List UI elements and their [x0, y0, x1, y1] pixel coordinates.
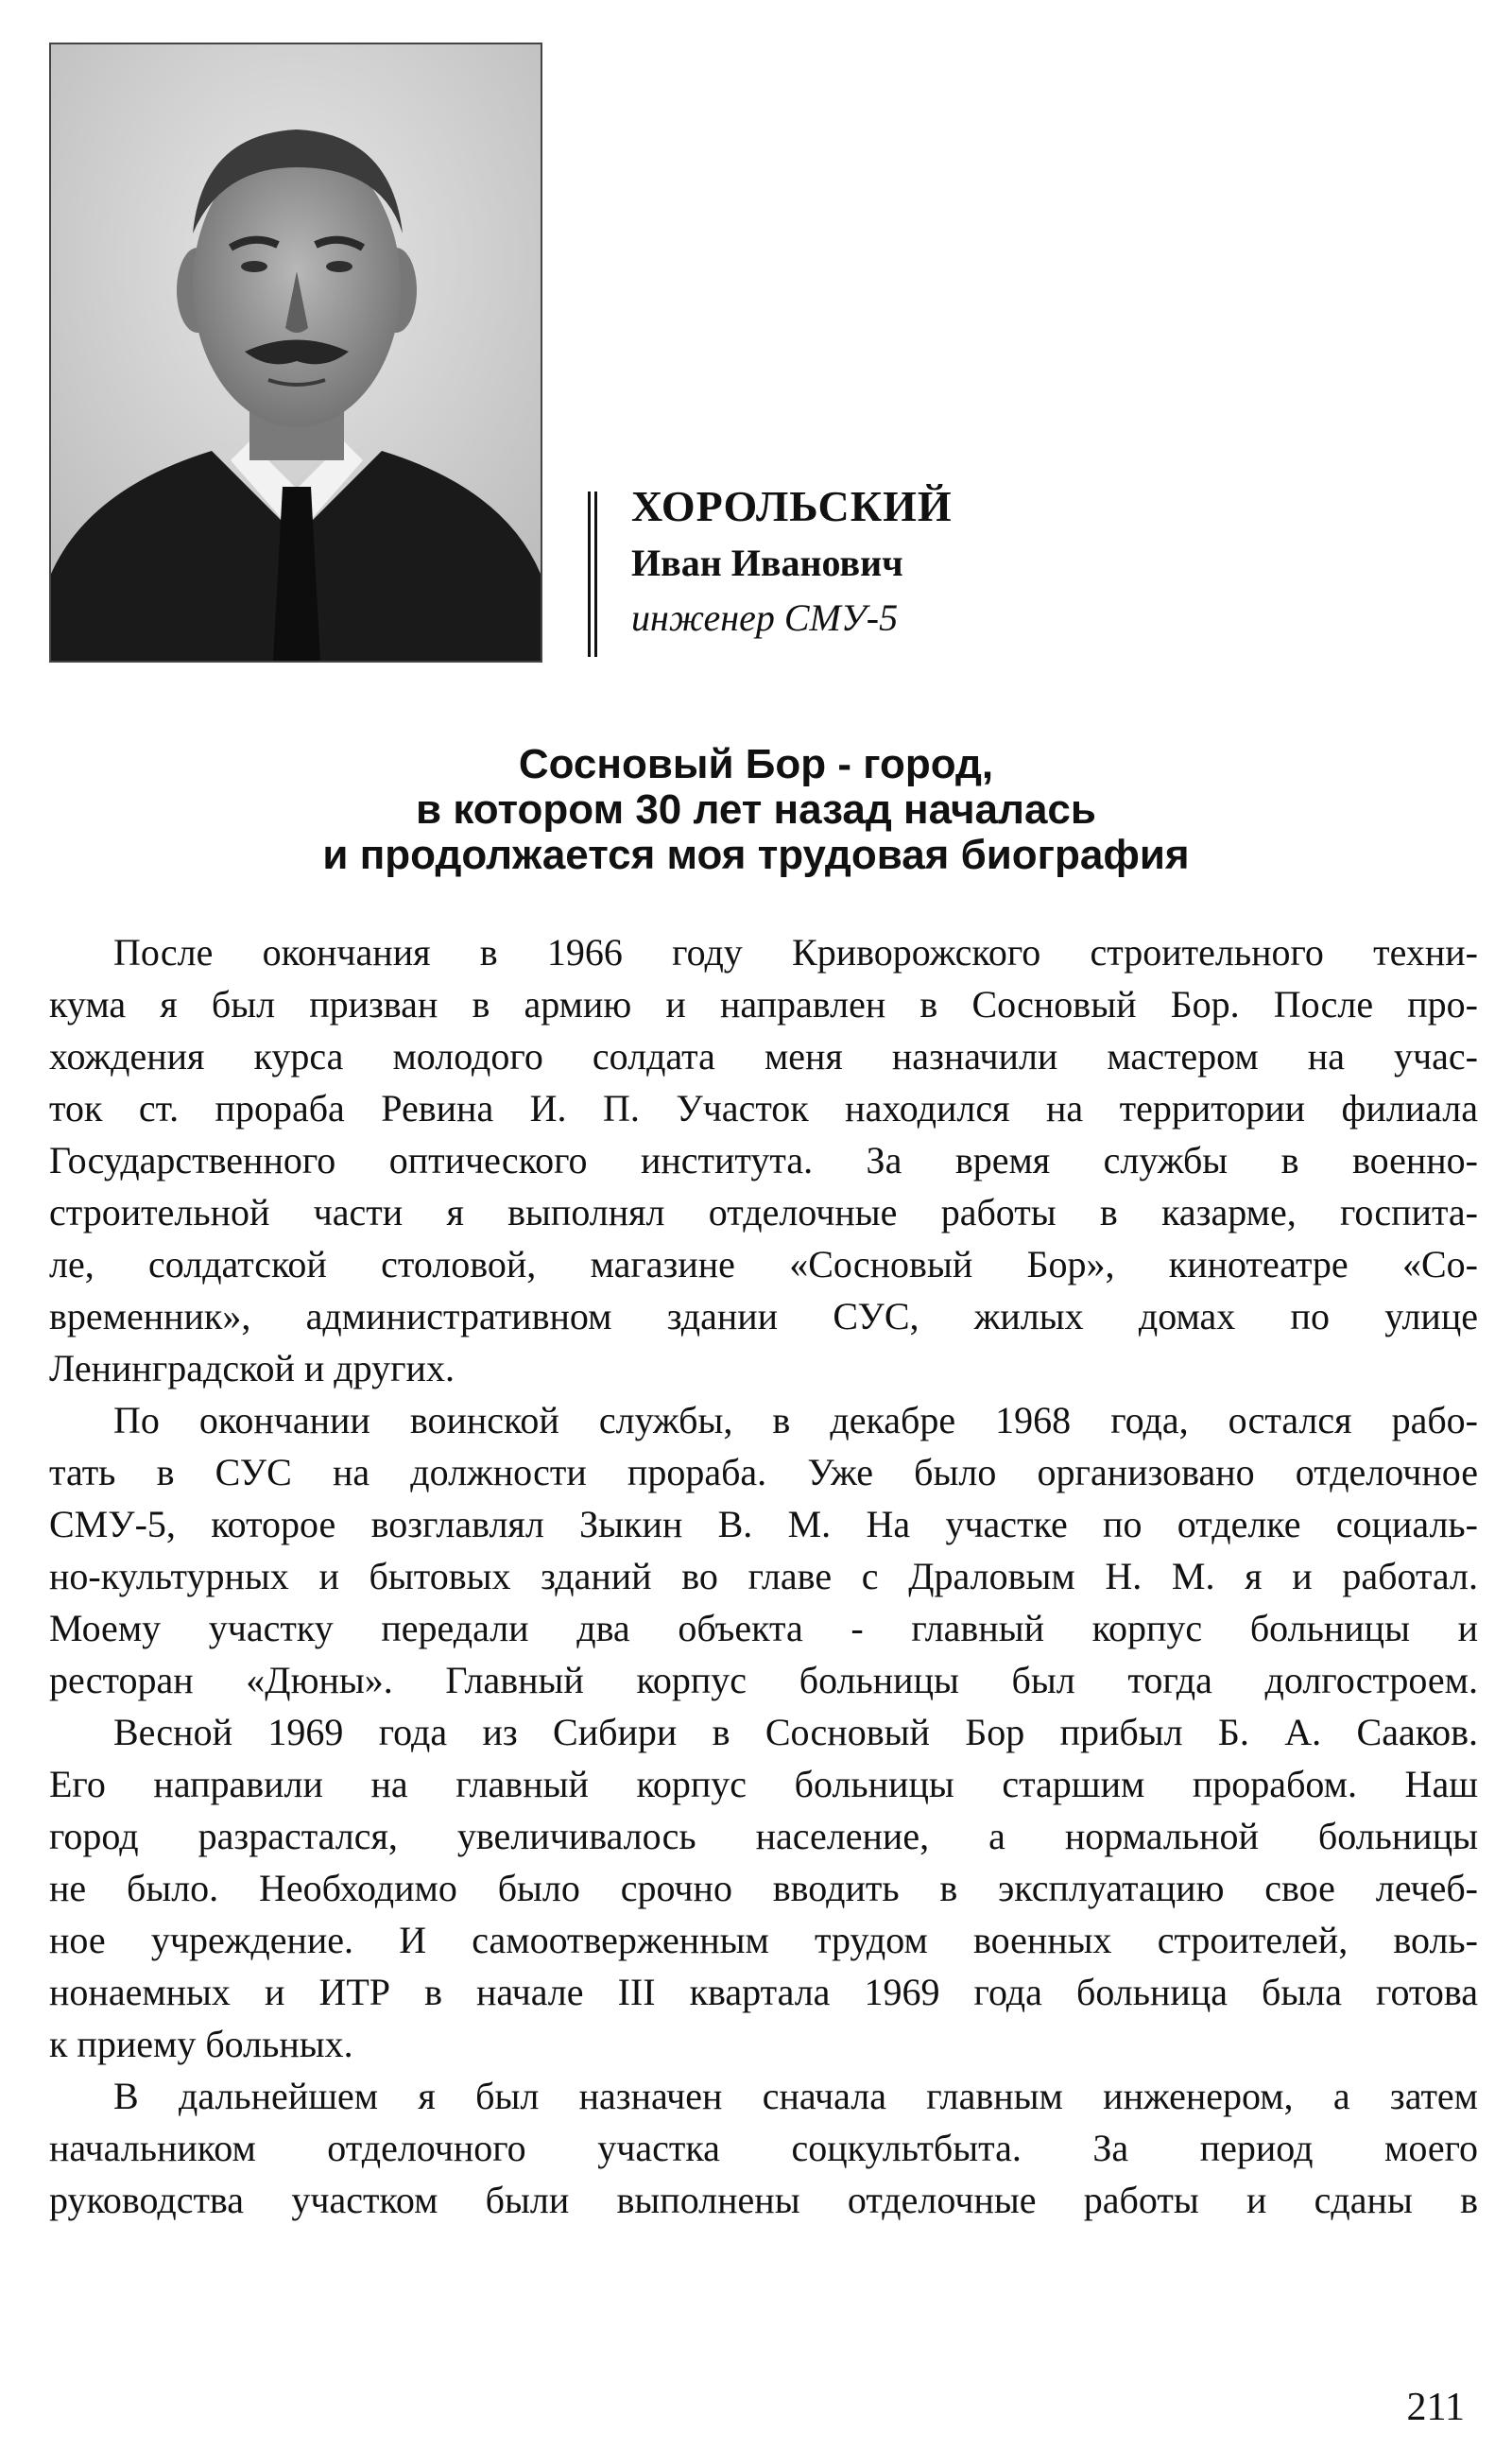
body-line: хождения курса молодого солдата меня назначили мастером на учас- [49, 1035, 1478, 1078]
body-line: В дальнейшем я был назначен сначала главным инженером, а затем [113, 2075, 1478, 2117]
article-title-line: в котором 30 лет назад началась [416, 786, 1096, 833]
portrait-photo-image [51, 44, 541, 661]
author-position: инженер СМУ-5 [631, 596, 899, 639]
body-line: ток ст. прораба Ревина И. П. Участок находился на территории филиала [49, 1087, 1478, 1130]
body-line: Ленинградской и других. [49, 1347, 455, 1389]
body-line: ресторан «Дюны». Главный корпус больницы был тогда долгостроем. [49, 1659, 1478, 1701]
body-line: ле, солдатской столовой, магазине «Сосновый Бор», кинотеатре «Со- [49, 1243, 1478, 1285]
body-line: руководства участком были выполнены отделочные работы и сданы в [49, 2179, 1478, 2221]
page-number: 211 [1406, 2386, 1465, 2429]
body-line: начальником отделочного участка соцкультбыта. За период моего [49, 2127, 1478, 2169]
article-title [0, 742, 1512, 878]
body-line: Моему участку передали два объекта - главный корпус больницы и [49, 1607, 1478, 1649]
body-line: кума я был призван в армию и направлен в Сосновый Бор. После про- [49, 983, 1478, 1026]
body-line: После окончания в 1966 году Криворожского строительного техни- [113, 931, 1478, 974]
article-title-line: и продолжается моя трудовая биография [322, 832, 1190, 878]
body-line: Государственного оптического института. За время службы в военно- [49, 1139, 1478, 1181]
article-body [49, 926, 1478, 2226]
body-line: временник», административном здании СУС, жилых домах по улице [49, 1295, 1478, 1337]
body-line: нонаемных и ИТР в начале III квартала 1969 года больница была готова [49, 1971, 1478, 2013]
portrait-photo [49, 43, 542, 663]
body-line: Весной 1969 года из Сибири в Сосновый Бор прибыл Б. А. Сааков. [113, 1711, 1478, 1753]
author-given-names: Иван Иванович [631, 542, 903, 584]
body-line: город разрастался, увеличивалось население, а нормальной больницы [49, 1815, 1478, 1857]
body-line: По окончании воинской службы, в декабре 1968 года, остался рабо- [113, 1399, 1478, 1441]
article-title-line: Сосновый Бор - город, [518, 741, 994, 787]
caption-double-rule [588, 492, 597, 657]
body-line: но-культурных и бытовых зданий во главе с Драловым Н. М. я и работал. [49, 1555, 1478, 1597]
body-line: к приему больных. [49, 2023, 353, 2065]
author-surname: ХОРОЛЬСКИЙ [631, 482, 953, 530]
author-caption [631, 477, 953, 646]
body-line: ное учреждение. И самоотверженным трудом военных строителей, воль- [49, 1919, 1478, 1961]
body-line: СМУ-5, которое возглавлял Зыкин В. М. На участке по отделке социаль- [49, 1503, 1478, 1545]
body-line: строительной части я выполнял отделочные работы в казарме, госпита- [49, 1191, 1478, 1233]
body-line: не было. Необходимо было срочно вводить в эксплуатацию свое лечеб- [49, 1867, 1478, 1909]
body-line: Его направили на главный корпус больницы старшим прорабом. Наш [49, 1763, 1478, 1805]
body-line: тать в СУС на должности прораба. Уже было организовано отделочное [49, 1451, 1478, 1493]
